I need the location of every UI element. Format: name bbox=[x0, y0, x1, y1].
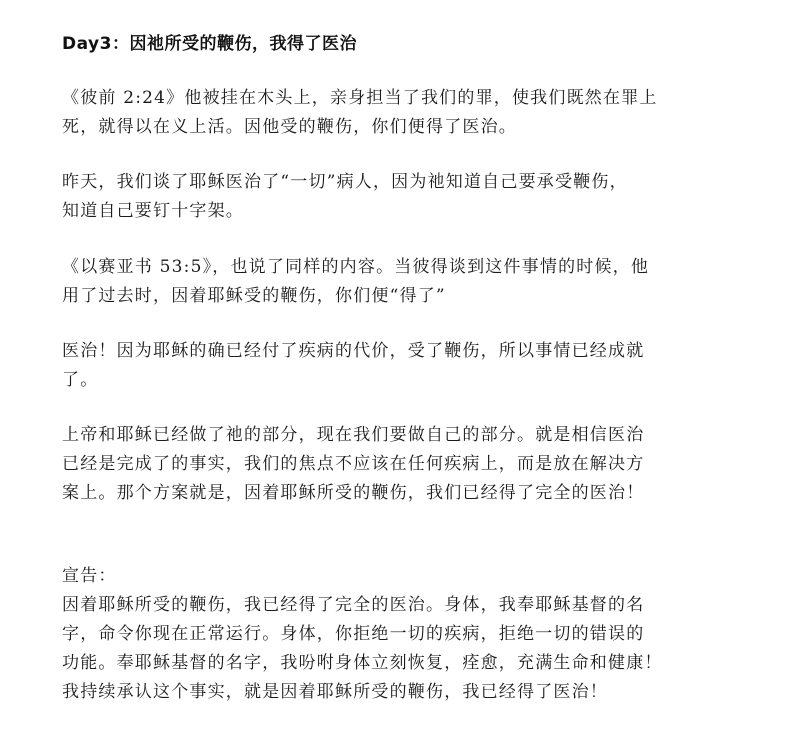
paragraph-line: 死，就得以在义上活。因他受的鞭伤，你们便得了医治。 bbox=[62, 117, 517, 137]
declaration-section bbox=[62, 562, 752, 707]
declaration-heading: 宣告： bbox=[62, 566, 117, 586]
paragraph-line: 《彼前 2:24》他被挂在木头上，亲身担当了我们的罪，使我们既然在罪上 bbox=[62, 88, 658, 108]
paragraph-line: 昨天，我们谈了耶稣医治了“一切”病人，因为祂知道自己要承受鞭伤， bbox=[62, 172, 628, 192]
paragraph-line: 案上。那个方案就是，因着耶稣所受的鞭伤，我们已经得了完全的医治！ bbox=[62, 483, 645, 503]
paragraph-line: 上帝和耶稣已经做了祂的部分，现在我们要做自己的部分。就是相信医治 bbox=[62, 425, 645, 445]
paragraph-scripture-isaiah bbox=[62, 253, 752, 311]
paragraph-line: 《以赛亚书 53:5》，也说了同样的内容。当彼得谈到这件事情的时候，他 bbox=[62, 257, 650, 277]
paragraph-line: 用了过去时，因着耶稣受的鞭伤，你们便“得了” bbox=[62, 286, 446, 306]
declaration-line: 功能。奉耶稣基督的名字，我吩咐身体立刻恢复，痊愈，充满生命和健康！ bbox=[62, 653, 663, 673]
declaration-line: 字，命令你现在正常运行。身体，你拒绝一切的疾病，拒绝一切的错误的 bbox=[62, 624, 645, 644]
paragraph-line: 了。 bbox=[62, 370, 99, 390]
paragraph-line: 医治！因为耶稣的确已经付了疾病的代价，受了鞭伤，所以事情已经成就 bbox=[62, 341, 645, 361]
declaration-line: 因着耶稣所受的鞭伤，我已经得了完全的医治。身体，我奉耶稣基督的名 bbox=[62, 595, 645, 615]
document-title: Day3：因祂所受的鞭伤，我得了医治 bbox=[62, 34, 357, 54]
paragraph-line: 已经是完成了的事实，我们的焦点不应该在任何疾病上，而是放在解决方 bbox=[62, 454, 645, 474]
paragraph-line: 知道自己要钉十字架。 bbox=[62, 201, 244, 221]
paragraph-healing-paid bbox=[62, 337, 752, 395]
paragraph-scripture-1-peter bbox=[62, 84, 752, 142]
paragraph-yesterday bbox=[62, 168, 752, 226]
declaration-line: 我持续承认这个事实，就是因着耶稣所受的鞭伤，我已经得了医治！ bbox=[62, 682, 608, 702]
paragraph-our-part bbox=[62, 421, 752, 508]
